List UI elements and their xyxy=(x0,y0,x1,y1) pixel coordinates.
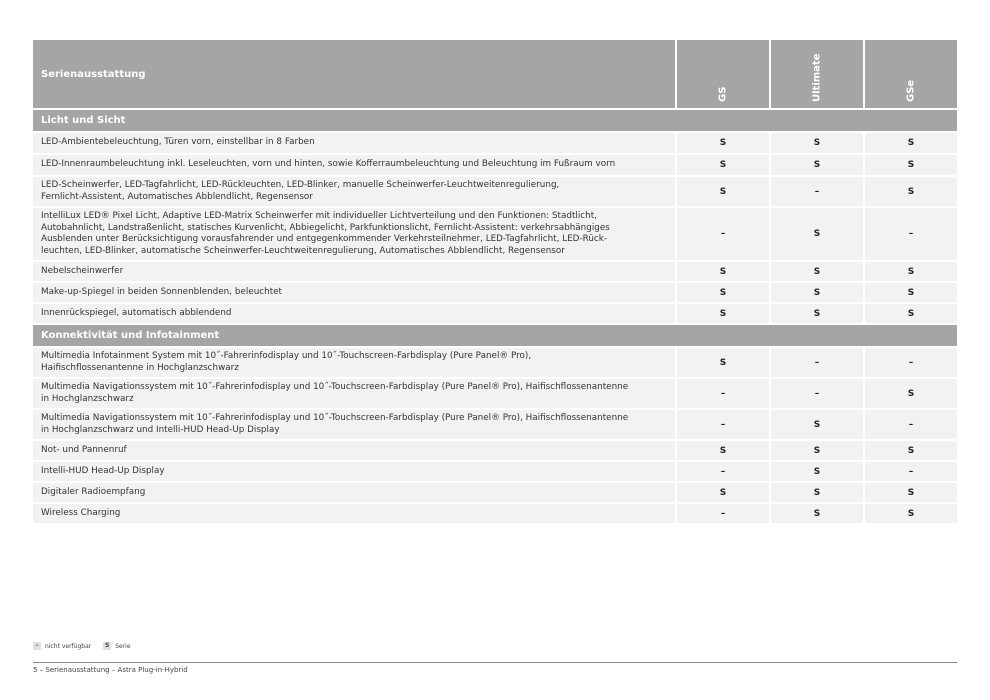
column-header-ultimate xyxy=(769,40,863,108)
legend-symbol: – xyxy=(33,642,41,650)
feature-label: Nebelscheinwerfer xyxy=(41,265,124,276)
availability-cell: – xyxy=(675,504,769,523)
section-header: Konnektivität und Infotainment xyxy=(33,325,957,348)
availability-cell: – xyxy=(863,410,957,439)
column-label: GS xyxy=(717,86,729,102)
feature-label: Intelli-HUD Head-Up Display xyxy=(41,465,165,476)
availability-cell: – xyxy=(675,379,769,408)
feature-label: Not- und Pannenruf xyxy=(41,444,127,455)
availability-cell: – xyxy=(675,208,769,260)
table-row xyxy=(33,441,957,462)
availability-cell: S xyxy=(769,304,863,323)
availability-cell: S xyxy=(769,410,863,439)
availability-cell: – xyxy=(769,379,863,408)
availability-cell: S xyxy=(675,155,769,175)
availability-cell: S xyxy=(769,133,863,153)
availability-cell: S xyxy=(863,177,957,206)
legend xyxy=(33,642,143,650)
availability-cell: S xyxy=(769,262,863,281)
page-footer: 5 – Serienausstattung – Astra Plug-in-Hybrid xyxy=(33,666,188,674)
availability-cell: – xyxy=(769,348,863,377)
availability-cell: S xyxy=(863,155,957,175)
availability-cell: – xyxy=(863,462,957,481)
legend-text: nicht verfügbar xyxy=(45,642,92,650)
availability-cell: S xyxy=(863,483,957,502)
availability-cell: S xyxy=(675,262,769,281)
availability-cell: – xyxy=(863,348,957,377)
availability-cell: S xyxy=(769,441,863,460)
column-label: Ultimate xyxy=(811,53,823,102)
availability-cell: – xyxy=(675,410,769,439)
availability-cell: S xyxy=(863,504,957,523)
feature-label: LED-Ambientebeleuchtung, Türen vorn, einstellbar in 8 Farben xyxy=(41,137,315,148)
feature-label: Multimedia Infotainment System mit 10˝-Fahrerinfodisplay und 10˝-Touchscreen-Farbdisplay (Pure Panel® Pro), Haifischflossenantenne in Hochglanzschwarz xyxy=(41,351,532,373)
availability-cell: S xyxy=(863,304,957,323)
availability-cell: S xyxy=(863,133,957,153)
column-label: GSe xyxy=(905,79,917,102)
section-header: Licht und Sicht xyxy=(33,110,957,133)
availability-cell: S xyxy=(769,483,863,502)
availability-cell: S xyxy=(769,462,863,481)
table-row xyxy=(33,410,957,441)
table-row xyxy=(33,283,957,304)
availability-cell: S xyxy=(675,304,769,323)
feature-label: Make-up-Spiegel in beiden Sonnenblenden, beleuchtet xyxy=(41,286,282,297)
availability-cell: S xyxy=(863,441,957,460)
availability-cell: S xyxy=(769,155,863,175)
availability-cell: S xyxy=(863,262,957,281)
availability-cell: – xyxy=(769,177,863,206)
feature-label: IntelliLux LED® Pixel Licht, Adaptive LED-Matrix Scheinwerfer mit individueller Lichtverteilung und den Funktionen: Stadtlicht, Autobahnlicht, Landstraßenlicht, statisches Kurvenlicht, Abbiegelicht, Parkfunktionslicht, Fernlicht-Assistent: verkehrsabhängiges Ausblenden unter Berücksichtigung vorausfahrender und entgegenkommender Verkehrsteilnehmer, LED-Tagfahrlicht, LED-Rück- leuchten, LED-Blinker, automatische Scheinwerfer-Leuchtweitenregulierung, Automatisches Abblendlicht, Regensensor xyxy=(41,211,610,256)
table-row xyxy=(33,262,957,283)
feature-label: Wireless Charging xyxy=(41,507,121,518)
availability-cell: S xyxy=(675,441,769,460)
availability-cell: S xyxy=(769,504,863,523)
availability-cell: S xyxy=(675,348,769,377)
table-row xyxy=(33,177,957,208)
legend-symbol: S xyxy=(105,642,110,649)
feature-label: Innenrückspiegel, automatisch abblendend xyxy=(41,307,232,318)
table-title: Serienausstattung xyxy=(41,68,146,80)
availability-cell: S xyxy=(769,208,863,260)
table-row xyxy=(33,348,957,379)
feature-label: Multimedia Navigationssystem mit 10˝-Fahrerinfodisplay und 10˝-Touchscreen-Farbdisplay (Pure Panel® Pro), Haifischflossenantenne in Hochglanzschwarz xyxy=(41,382,629,404)
table-row xyxy=(33,462,957,483)
footer-divider xyxy=(33,662,957,663)
availability-cell: S xyxy=(863,283,957,302)
availability-cell: S xyxy=(675,283,769,302)
table-row xyxy=(33,155,957,177)
availability-cell: S xyxy=(863,379,957,408)
availability-cell: – xyxy=(675,462,769,481)
table-row xyxy=(33,304,957,325)
feature-label: Multimedia Navigationssystem mit 10˝-Fahrerinfodisplay und 10˝-Touchscreen-Farbdisplay (Pure Panel® Pro), Haifischflossenantenne in Hochglanzschwarz und Intelli-HUD Head-Up Display xyxy=(41,413,629,435)
table-row xyxy=(33,208,957,262)
column-header-gs xyxy=(675,40,769,108)
table-body xyxy=(33,110,957,525)
availability-cell: S xyxy=(769,283,863,302)
legend-text: Serie xyxy=(115,642,131,650)
feature-label: LED-Scheinwerfer, LED-Tagfahrlicht, LED-Rückleuchten, LED-Blinker, manuelle Scheinwerfer-Leuchtweitenregulierung, Fernlicht-Assistent, Automatisches Abblendlicht, Regensensor xyxy=(41,180,560,202)
table-header xyxy=(33,40,957,110)
column-header-gse xyxy=(863,40,957,108)
feature-label: LED-Innenraumbeleuchtung inkl. Leseleuchten, vorn und hinten, sowie Kofferraumbeleuchtung und Beleuchtung im Fußraum vorn xyxy=(41,159,616,170)
availability-cell: – xyxy=(863,208,957,260)
table-row xyxy=(33,504,957,525)
availability-cell: S xyxy=(675,133,769,153)
table-row xyxy=(33,379,957,410)
availability-cell: S xyxy=(675,177,769,206)
equipment-table xyxy=(33,40,957,525)
feature-label: Digitaler Radioempfang xyxy=(41,486,146,497)
availability-cell: S xyxy=(675,483,769,502)
table-row xyxy=(33,483,957,504)
table-row xyxy=(33,133,957,155)
